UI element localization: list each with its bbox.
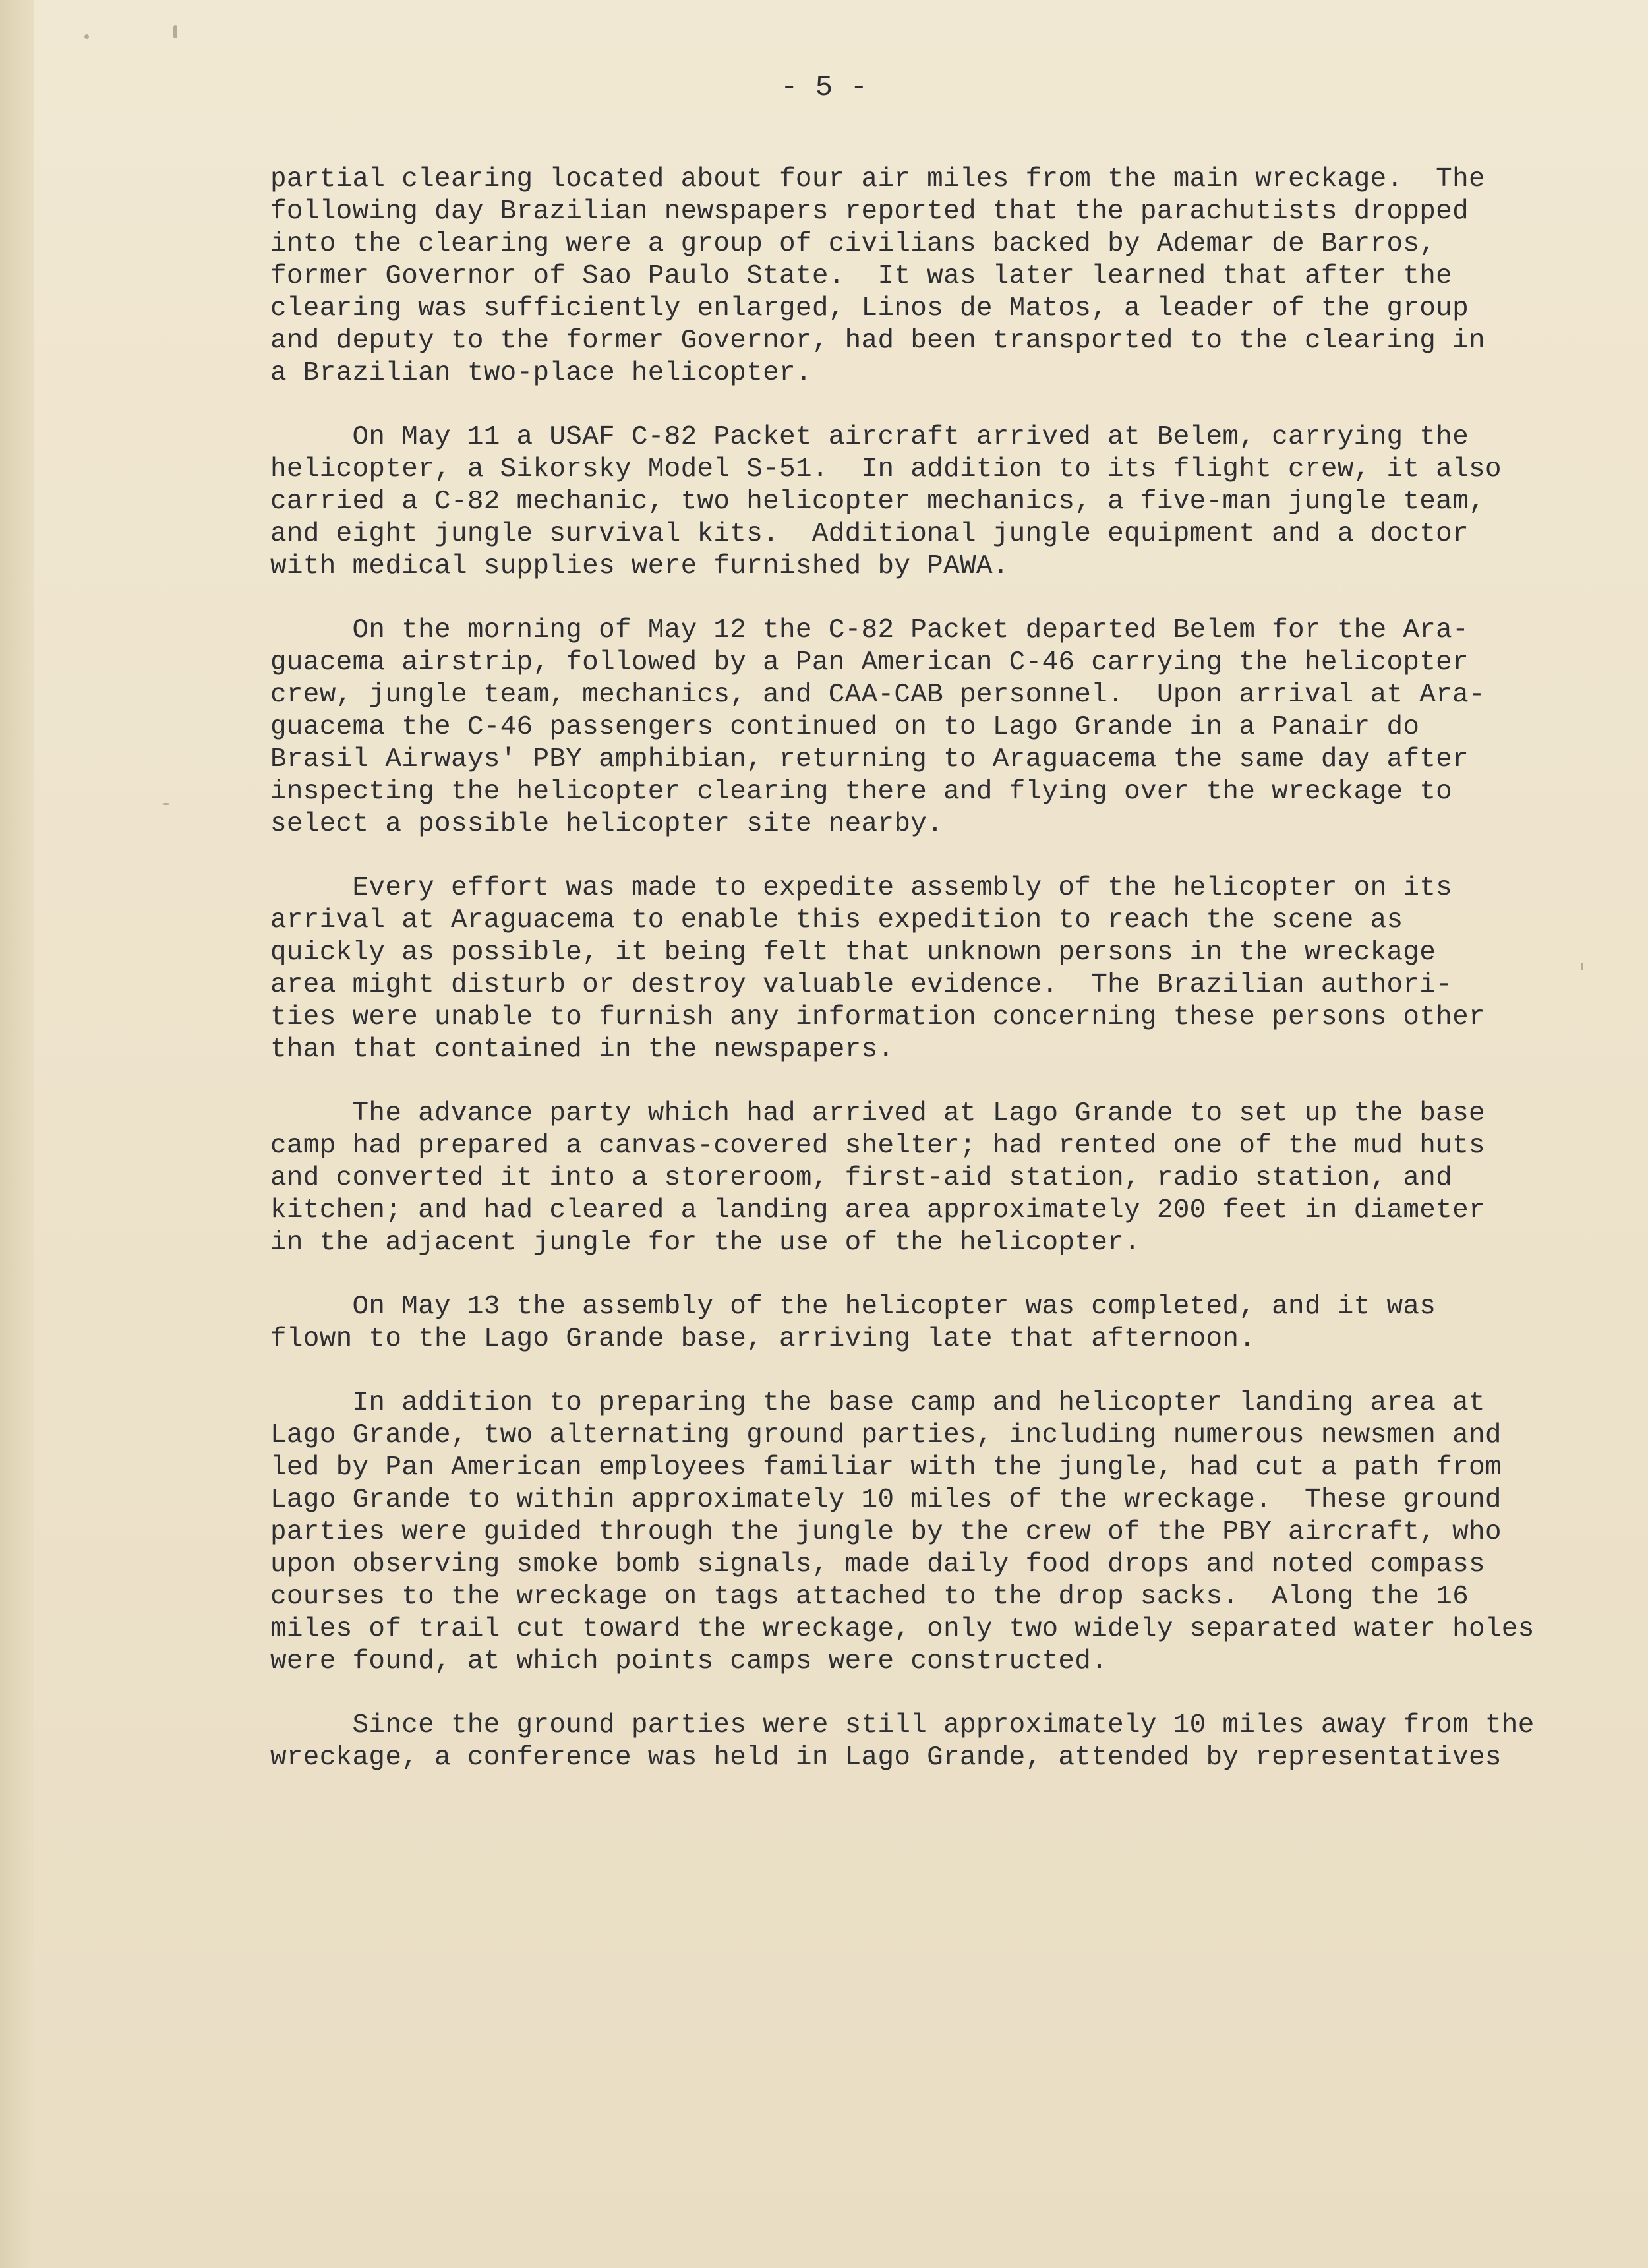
text-line: and converted it into a storeroom, first-aid station, radio station, and: [270, 1163, 1453, 1193]
text-line: were found, at which points camps were constructed.: [270, 1646, 1108, 1677]
text-line: clearing was sufficiently enlarged, Linos de Matos, a leader of the group: [270, 293, 1469, 324]
text-line: led by Pan American employees familiar with the jungle, had cut a path from: [270, 1452, 1502, 1483]
text-line: former Governor of Sao Paulo State. It was later learned that after the: [270, 261, 1453, 291]
text-line: with medical supplies were furnished by PAWA.: [270, 551, 1009, 582]
page-number: - 5 -: [780, 71, 868, 104]
text-line: kitchen; and had cleared a landing area approximately 200 feet in diameter: [270, 1195, 1485, 1226]
paragraph: [270, 164, 1510, 390]
text-line: following day Brazilian newspapers reported that the parachutists dropped: [270, 196, 1469, 227]
staple-mark: [84, 34, 89, 39]
text-line: a Brazilian two-place helicopter.: [270, 358, 812, 388]
paper-edge-shadow: [0, 0, 34, 2268]
paragraph: [270, 421, 1510, 583]
text-line: Brasil Airways' PBY amphibian, returning to Araguacema the same day after: [270, 744, 1469, 775]
text-line: arrival at Araguacema to enable this expedition to reach the scene as: [270, 905, 1403, 936]
paragraph: [270, 872, 1510, 1066]
text-line: Lago Grande to within approximately 10 miles of the wreckage. These ground: [270, 1485, 1502, 1515]
text-line: The advance party which had arrived at Lago Grande to set up the base: [270, 1098, 1485, 1129]
paragraph: [270, 1291, 1510, 1356]
text-line: On the morning of May 12 the C-82 Packet departed Belem for the Ara-: [270, 615, 1469, 645]
paragraph: [270, 1387, 1535, 1678]
paragraph: [270, 614, 1510, 841]
text-line: crew, jungle team, mechanics, and CAA-CAB personnel. Upon arrival at Ara-: [270, 680, 1485, 710]
text-line: upon observing smoke bomb signals, made daily food drops and noted compass: [270, 1549, 1485, 1580]
text-line: miles of trail cut toward the wreckage, only two widely separated water holes: [270, 1614, 1535, 1644]
text-line: into the clearing were a group of civilians backed by Ademar de Barros,: [270, 229, 1436, 259]
text-line: guacema the C-46 passengers continued on to Lago Grande in a Panair do: [270, 712, 1420, 742]
text-line: flown to the Lago Grande base, arriving late that afternoon.: [270, 1324, 1256, 1354]
text-line: and eight jungle survival kits. Additional jungle equipment and a doctor: [270, 519, 1469, 549]
text-line: than that contained in the newspapers.: [270, 1034, 895, 1065]
paragraph: [270, 1710, 1535, 1774]
text-line: camp had prepared a canvas-covered shelter; had rented one of the mud huts: [270, 1131, 1485, 1161]
text-line: inspecting the helicopter clearing there and flying over the wreckage to: [270, 777, 1453, 807]
text-line: area might disturb or destroy valuable evidence. The Brazilian authori-: [270, 970, 1453, 1000]
text-line: On May 13 the assembly of the helicopter was completed, and it was: [270, 1292, 1436, 1322]
text-line: Since the ground parties were still approximately 10 miles away from the: [270, 1710, 1535, 1741]
text-line: In addition to preparing the base camp and helicopter landing area at: [270, 1388, 1485, 1418]
text-line: Lago Grande, two alternating ground parties, including numerous newsmen and: [270, 1420, 1502, 1450]
text-line: parties were guided through the jungle by the crew of the PBY aircraft, who: [270, 1517, 1502, 1547]
text-line: in the adjacent jungle for the use of the helicopter.: [270, 1228, 1140, 1258]
text-line: select a possible helicopter site nearby.: [270, 809, 944, 839]
text-line: ties were unable to furnish any information concerning these persons other: [270, 1002, 1485, 1032]
text-line: On May 11 a USAF C-82 Packet aircraft arrived at Belem, carrying the: [270, 422, 1469, 452]
text-line: guacema airstrip, followed by a Pan American C-46 carrying the helicopter: [270, 647, 1469, 678]
text-line: Every effort was made to expedite assembly of the helicopter on its: [270, 873, 1453, 903]
text-line: partial clearing located about four air miles from the main wreckage. The: [270, 164, 1485, 194]
text-line: wreckage, a conference was held in Lago Grande, attended by representatives: [270, 1743, 1502, 1773]
paper-speck: [162, 803, 170, 805]
paper-speck: [1581, 963, 1583, 970]
text-line: courses to the wreckage on tags attached to the drop sacks. Along the 16: [270, 1582, 1469, 1612]
text-line: helicopter, a Sikorsky Model S-51. In addition to its flight crew, it also: [270, 454, 1502, 485]
text-line: carried a C-82 mechanic, two helicopter mechanics, a five-man jungle team,: [270, 487, 1485, 517]
text-line: quickly as possible, it being felt that unknown persons in the wreckage: [270, 938, 1436, 968]
paragraph: [270, 1098, 1510, 1259]
staple-mark: [173, 25, 177, 38]
text-line: and deputy to the former Governor, had been transported to the clearing in: [270, 326, 1485, 356]
document-body: [270, 164, 1535, 1806]
